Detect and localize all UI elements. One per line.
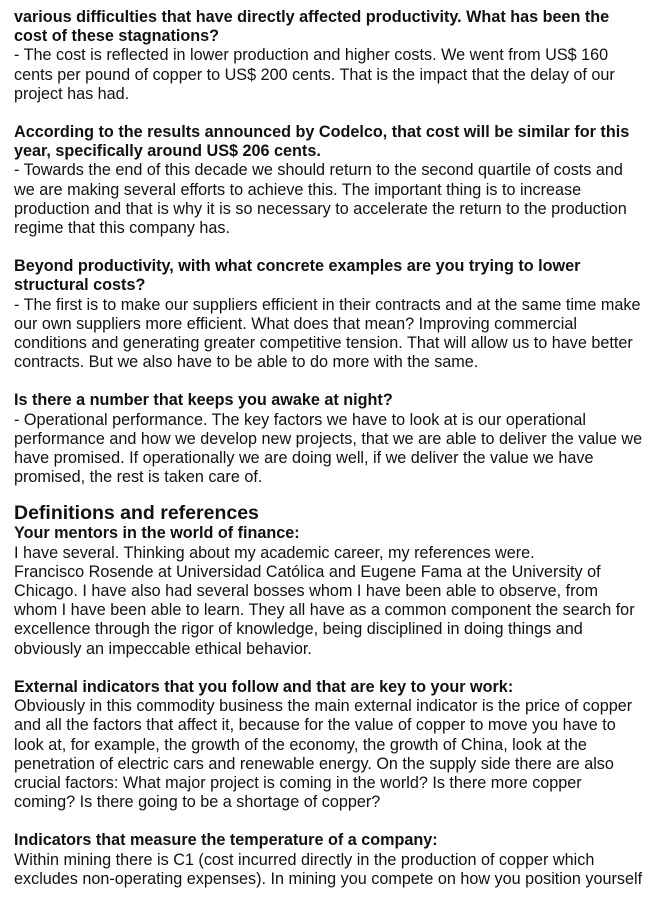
question: various difficulties that have directly affected productivity. What has been the cost of these stagnations? <box>14 8 610 46</box>
qa-block <box>14 8 664 104</box>
question: Indicators that measure the temperature of a company: <box>14 831 438 850</box>
qa-block <box>14 524 664 658</box>
answer: - Operational performance. The key factors we have to look at is our operational performance and how we develop new projects, that we are able to deliver the value we have promised. If operationally we are doing well, if we deliver the value we have promised, the rest is taken care of. <box>14 410 643 487</box>
qa-block <box>14 391 664 487</box>
answer: - The first is to make our suppliers efficient in their contracts and at the same time make our own suppliers more efficient. What does that mean? Improving commercial conditions and generating greater competitive tension. That will allow us to have better contracts. But we also have to be able to do more with the same. <box>14 295 641 372</box>
question: External indicators that you follow and that are key to your work: <box>14 677 514 696</box>
qa-block <box>14 831 664 889</box>
answer: Within mining there is C1 (cost incurred directly in the production of copper which excludes non-operating expenses). In mining you compete on how you position yourself <box>14 850 643 888</box>
answer: I have several. Thinking about my academic career, my references were. Francisco Rosende at Universidad Católica and Eugene Fama at the University of Chicago. I have also had several bosses whom I have been able to observe, from whom I have been able to learn. They all have as a common component the search for excellence through the rigor of knowledge, being disciplined in doing things and obviously an impeccable ethical behavior. <box>14 543 635 658</box>
answer: - The cost is reflected in lower production and higher costs. We went from US$ 160 cents per pound of copper to US$ 200 cents. That is the impact that the delay of our project has had. <box>14 46 615 103</box>
answer: Obviously in this commodity business the main external indicator is the price of copper and all the factors that affect it, because for the value of copper to move you have to look at, for example, the growth of the economy, the growth of China, look at the penetration of electric cars and renewable energy. On the supply side there are also crucial factors: What major project is coming in the world? Is there more copper coming? Is there going to be a shortage of copper? <box>14 697 633 812</box>
answer: - Towards the end of this decade we should return to the second quartile of costs and we are making several efforts to achieve this. The important thing is to increase production and that is why it is so necessary to accelerate the return to the production regime that this company has. <box>14 161 627 238</box>
question: Is there a number that keeps you awake at night? <box>14 391 393 410</box>
qa-block <box>14 123 664 238</box>
question: Your mentors in the world of finance: <box>14 524 300 543</box>
question: Beyond productivity, with what concrete examples are you trying to lower structural costs? <box>14 257 581 295</box>
qa-block <box>14 678 664 812</box>
section-heading: Definitions and references <box>14 502 259 525</box>
question: According to the results announced by Codelco, that cost will be similar for this year, specifically around US$ 206 cents. <box>14 123 630 161</box>
qa-block <box>14 257 664 372</box>
